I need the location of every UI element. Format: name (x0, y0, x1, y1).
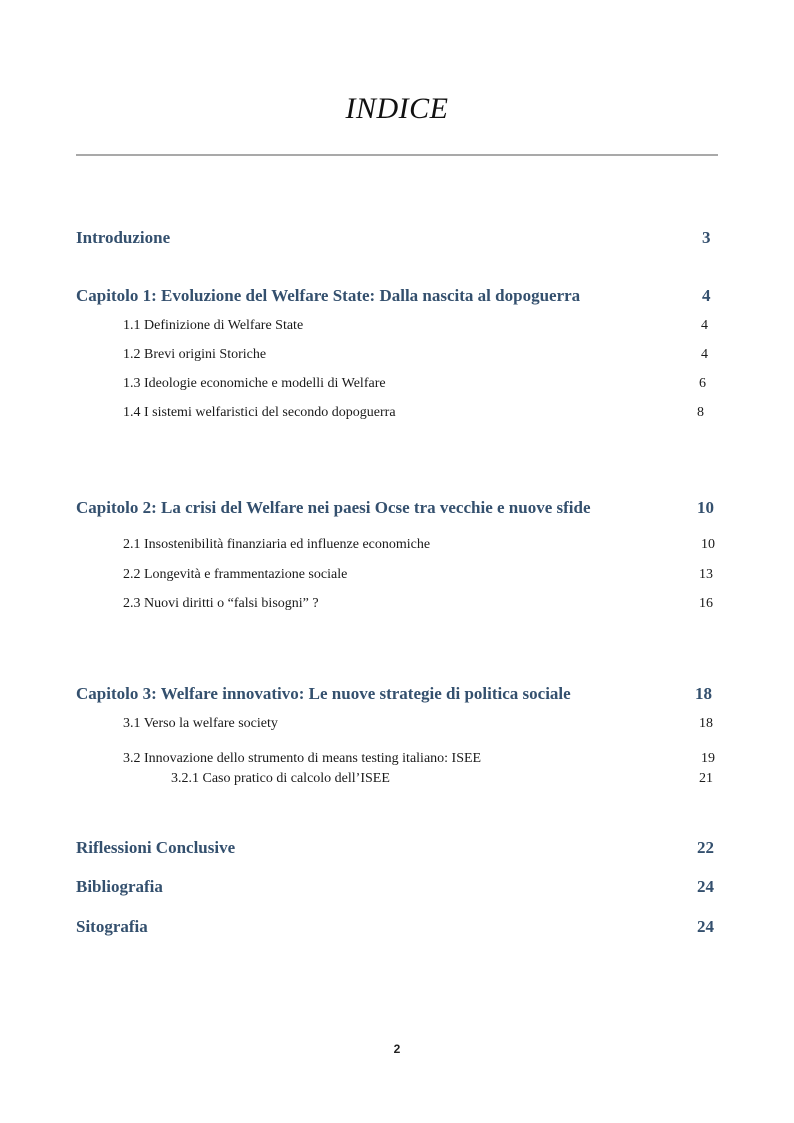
toc-subpage-1-1: 4 (701, 318, 708, 333)
toc-page-capitolo-1: 4 (702, 286, 711, 305)
toc-subpage-3-2-1: 21 (699, 771, 713, 786)
toc-page-bibliografia: 24 (697, 877, 714, 896)
toc-subentry-2-3[interactable]: 2.3 Nuovi diritti o “falsi bisogni” ? (123, 596, 319, 611)
toc-page-riflessioni-conclusive: 22 (697, 838, 714, 857)
toc-subpage-1-4: 8 (697, 405, 704, 420)
toc-entry-introduzione[interactable]: Introduzione (76, 228, 171, 247)
toc-subentry-1-3[interactable]: 1.3 Ideologie economiche e modelli di Welfare (123, 376, 386, 391)
toc-page-capitolo-3: 18 (695, 684, 712, 703)
toc-entry-bibliografia[interactable]: Bibliografia (76, 877, 163, 896)
toc-page-sitografia: 24 (697, 917, 714, 936)
title-divider (76, 154, 718, 156)
toc-subpage-2-3: 16 (699, 596, 713, 611)
toc-subentry-1-2[interactable]: 1.2 Brevi origini Storiche (123, 347, 267, 362)
toc-page-introduzione: 3 (702, 228, 711, 247)
toc-entry-capitolo-1[interactable]: Capitolo 1: Evoluzione del Welfare State: Dalla nascita al dopoguerra (76, 286, 581, 305)
toc-page-capitolo-2: 10 (697, 498, 714, 517)
toc-subpage-3-1: 18 (699, 716, 713, 731)
toc-subpage-1-3: 6 (699, 376, 706, 391)
toc-entry-sitografia[interactable]: Sitografia (76, 917, 148, 936)
toc-entry-riflessioni-conclusive[interactable]: Riflessioni Conclusive (76, 838, 236, 857)
toc-subentry-1-1[interactable]: 1.1 Definizione di Welfare State (123, 318, 304, 333)
toc-subentry-3-1[interactable]: 3.1 Verso la welfare society (123, 716, 278, 731)
toc-subentry-2-2[interactable]: 2.2 Longevità e frammentazione sociale (123, 567, 348, 582)
toc-subentry-2-1[interactable]: 2.1 Insostenibilità finanziaria ed influenze economiche (123, 537, 431, 552)
page-number: 2 (393, 1042, 401, 1056)
toc-subpage-2-1: 10 (701, 537, 715, 552)
toc-subpage-1-2: 4 (701, 347, 708, 362)
toc-subpage-2-2: 13 (699, 567, 713, 582)
toc-subpage-3-2: 19 (701, 751, 715, 766)
toc-subentry-3-2[interactable]: 3.2 Innovazione dello strumento di means testing italiano: ISEE (123, 751, 482, 766)
toc-subentry-3-2-1[interactable]: 3.2.1 Caso pratico di calcolo dell’ISEE (171, 771, 390, 786)
toc-subentry-1-4[interactable]: 1.4 I sistemi welfaristici del secondo dopoguerra (123, 405, 396, 420)
toc-entry-capitolo-3[interactable]: Capitolo 3: Welfare innovativo: Le nuove strategie di politica sociale (76, 684, 571, 703)
toc-entry-capitolo-2[interactable]: Capitolo 2: La crisi del Welfare nei paesi Ocse tra vecchie e nuove sfide (76, 498, 591, 517)
page-title: INDICE (345, 92, 449, 125)
